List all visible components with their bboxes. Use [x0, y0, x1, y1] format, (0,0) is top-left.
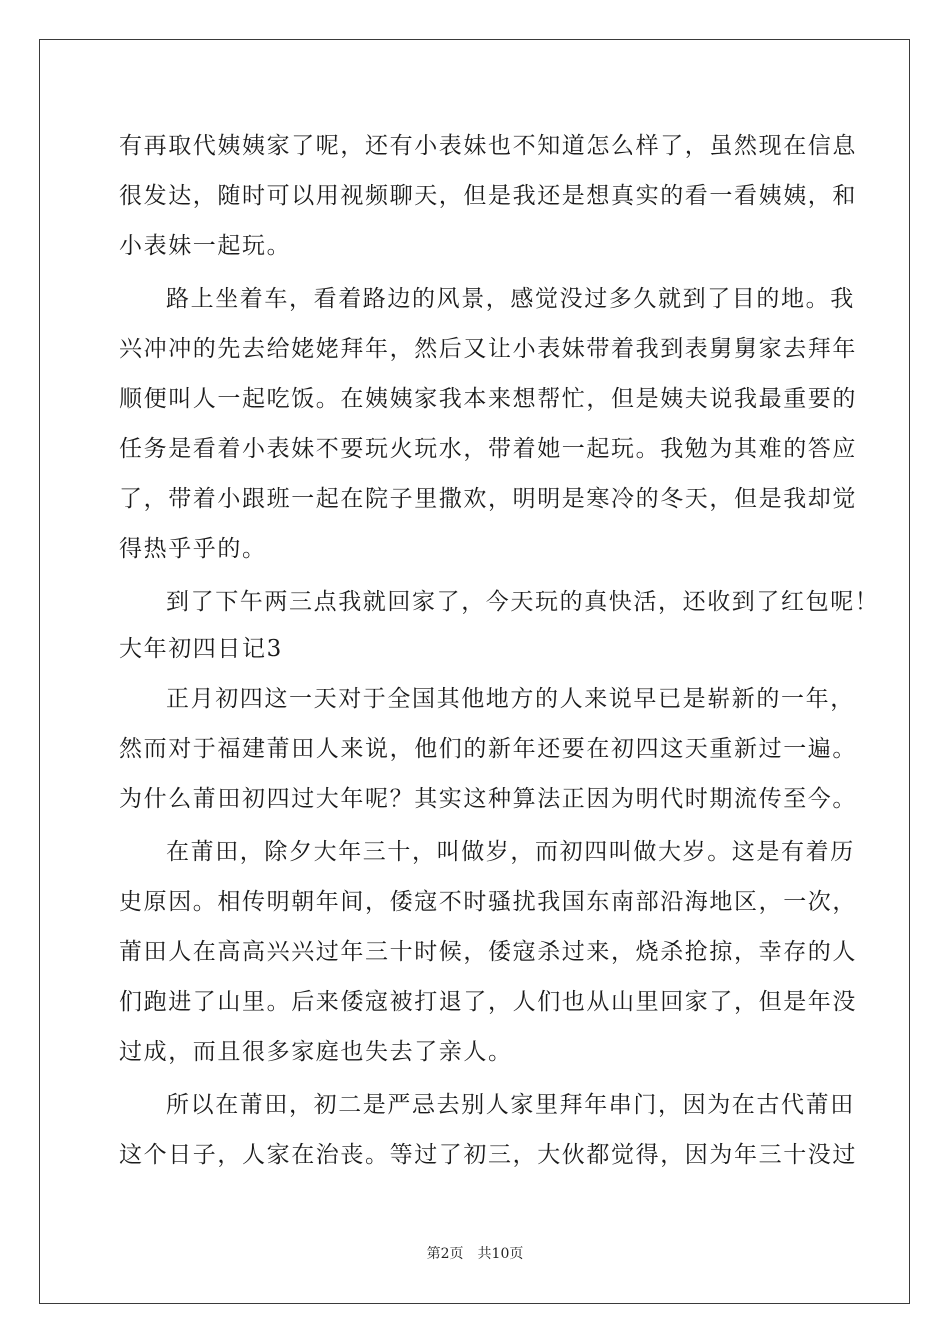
text-line: 有再取代姨姨家了呢，还有小表妹也不知道怎么样了，虽然现在信息: [119, 133, 857, 159]
text-line: 莆田人在高高兴兴过年三十时候，倭寇杀过来，烧杀抢掠，幸存的人: [119, 939, 857, 965]
text-line: 顺便叫人一起吃饭。在姨姨家我本来想帮忙，但是姨夫说我最重要的: [119, 386, 857, 412]
text-line: 过成，而且很多家庭也失去了亲人。: [119, 1039, 513, 1065]
text-line: 这个日子，人家在治丧。等过了初三，大伙都觉得，因为年三十没过: [119, 1142, 857, 1168]
text-line: 兴冲冲的先去给姥姥拜年，然后又让小表妹带着我到表舅舅家去拜年: [119, 336, 857, 362]
page-number: 第2页: [426, 1246, 464, 1262]
text-line: 得热乎乎的。: [119, 536, 267, 562]
page-footer: [0, 1244, 950, 1264]
text-line: 了，带着小跟班一起在院子里撒欢，明明是寒冷的冬天，但是我却觉: [119, 486, 857, 512]
text-line: 小表妹一起玩。: [119, 233, 292, 259]
text-line: 正月初四这一天对于全国其他地方的人来说早已是崭新的一年，: [166, 686, 855, 712]
page-total: 共10页: [477, 1246, 524, 1262]
section-heading: 大年初四日记3: [119, 636, 283, 662]
text-line: 为什么莆田初四过大年呢？其实这种算法正因为明代时期流传至今。: [119, 786, 857, 812]
text-line: 史原因。相传明朝年间，倭寇不时骚扰我国东南部沿海地区，一次，: [119, 889, 857, 915]
text-line: 在莆田，除夕大年三十，叫做岁，而初四叫做大岁。这是有着历: [166, 839, 855, 865]
text-line: 们跑进了山里。后来倭寇被打退了，人们也从山里回家了，但是年没: [119, 989, 857, 1015]
text-line: 所以在莆田，初二是严忌去别人家里拜年串门，因为在古代莆田: [166, 1092, 855, 1118]
text-line: 路上坐着车，看着路边的风景，感觉没过多久就到了目的地。我: [166, 286, 855, 312]
text-line: 很发达，随时可以用视频聊天，但是我还是想真实的看一看姨姨，和: [119, 183, 857, 209]
text-line: 然而对于福建莆田人来说，他们的新年还要在初四这天重新过一遍。: [119, 736, 857, 762]
text-line: 任务是看着小表妹不要玩火玩水，带着她一起玩。我勉为其难的答应: [119, 436, 857, 462]
text-line: 到了下午两三点我就回家了，今天玩的真快活，还收到了红包呢！: [166, 589, 880, 615]
